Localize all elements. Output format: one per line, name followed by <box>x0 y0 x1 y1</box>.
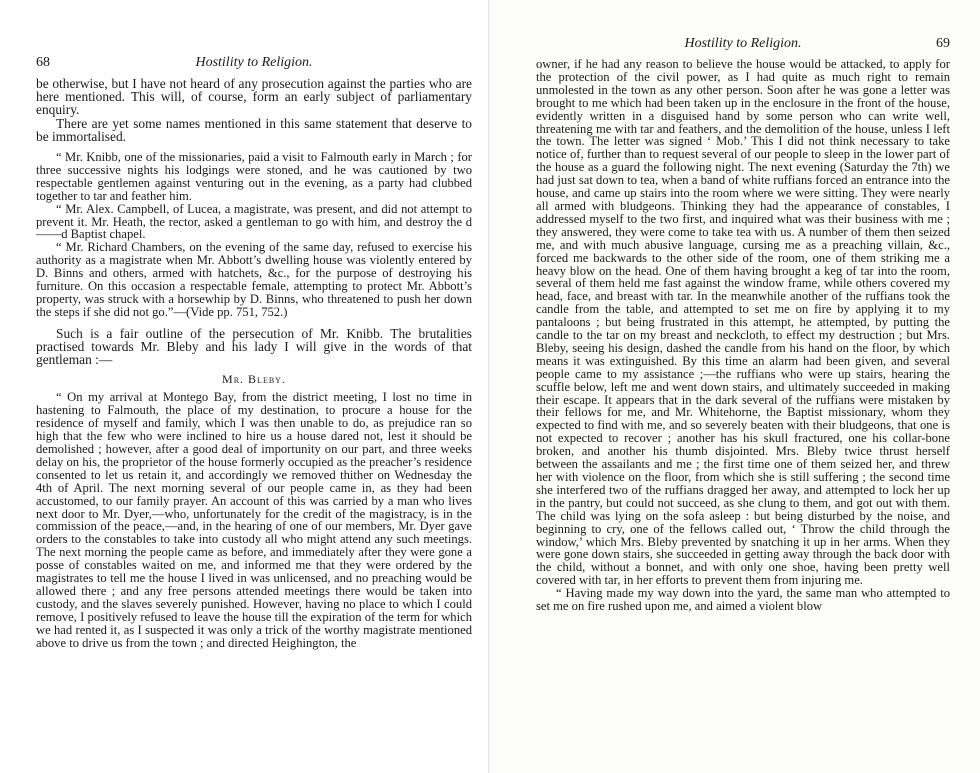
running-title: Hostility to Religion. <box>684 36 802 51</box>
right-page <box>490 0 980 773</box>
quote-paragraph: “ Having made my way down into the yard, the same man who attempted to set me on fire rushed upon me, and aimed a violent blow <box>536 586 950 614</box>
page-number: 68 <box>36 55 50 70</box>
left-page-header <box>36 55 472 77</box>
quote-paragraph: “ On my arrival at Montego Bay, from the district meeting, I lost no time in hastening to Falmouth, the place of my destination, to procure a house for the residence of myself and family, which I was then unable to do, as prejudice ran so high that the few who were inclined to hire us a house dared not, lest it should be demolished ; however, after a good deal of importunity on our part, and three weeks delay on his, the proprietor of the house formerly occupied as the preacher’s residence consented to let us retain it, and accordingly we removed thither on Wednesday the 4th of April. The next morning several of our people came in, as they had been accustomed, to our family prayer. An account of this was carried by a man who lives next door to Mr. Dyer,—who, unfortunately for the credit of the magistracy, is in the commission of the peace,—and, in the hearing of one of our members, Mr. Dyer gave orders to the constables to take into custody all who might attend any such meetings. The next morning the people came as before, and immediately after they were gone a posse of constables waited on me, and informed me that they were ordered by the magistrates to tell me the house I lived in was unlicensed, and no preaching would be allowed there ; and any free persons attended meetings there would be taken into custody, and the slaves severely punished. However, having no place to which I could remove, I positively refused to leave the house till the expiration of the term for which we had rented it, as I suspected it was only a trick of the worthy magistrate mentioned above to drive us from the town ; and directed Heighington, the <box>36 390 472 650</box>
quote-paragraph: “ Mr. Richard Chambers, on the evening of the same day, refused to exercise his authority as a magistrate when Mr. Abbott’s dwelling house was violently entered by D. Binns and others, armed with hatchets, &c., for the purpose of destroying his furniture. On this occasion a respectable female, attempting to protect Mr. Abbott’s property, was struck with a horsewhip by D. Binns, who threatened to push her down the steps if she did not go.”—(Vide pp. 751, 752.) <box>36 240 472 319</box>
quote-paragraph: owner, if he had any reason to believe the house would be attacked, to apply for the protection of the civil power, as I had quite as much right to remain unmolested in the town as any other person. Soon after he was gone a letter was brought to me which had been taken up in the enclosure in the front of the house, evidently written in a disguised hand by some person who can write well, threatening me with tar and feathers, and the demolition of the house, unless I left the town. The letter was signed ‘ Mob.’ This I did not think necessary to take notice of, further than to request several of our people to sleep in the lower part of the house as a guard the following night. The next evening (Saturday the 7th) we had just sat down to tea, when a band of white ruffians forced an entrance into the house, and came up stairs into the room where we were sitting. They were nearly all armed with bludgeons. Thinking they had the appearance of constables, I addressed myself to the two first, and inquired what was their business with me ; they answered, they were come to take tea with us. A number of them then seized me, and with much abusive language, cursing me as a preaching villain, &c., forced me backwards to the other side of the room, one of them striking me a heavy blow on the head. One of them having brought a keg of tar into the room, several of them held me fast against the window frame, while others covered my head, face, and breast with tar. In the meanwhile another of the ruffians took the candle from the table, and attempted to set me on fire by applying it to my pantaloons ; but being frustrated in this attempt, he attempted, by putting the candle to the tar on my breast and neckcloth, to effect my destruction ; but Mrs. Bleby, seeing his design, dashed the candle from his hand on the floor, by which means it was extinguished. By this time an alarm had been given, and several people came to my assistance ;—the ruffians who were up stairs, hearing the scuffle below, left me and went down stairs, and ultimately succeeded in making their escape. It appears that in the dark several of the ruffians were mistaken by their fellows for me, and Mr. Whitehorne, the Baptist missionary, whom they expected to find with me, and so severely beaten with their bludgeons, that one is not expected to recover ; another has his skull fractured, one his collar-bone broken, and another his thumb disjointed. Mrs. Bleby twice thrust herself between the assailants and me ; the first time one of them seized her, and threw her with violence on the floor, from which she is still suffering ; the second time she interfered two of the ruffians dragged her away, and attempted to lock her up in the pantry, but could not succeed, as she clung to them, and got out with them. The child was lying on the sofa asleep : but being disturbed by the noise, and beginning to cry, one of the fellows called out, ‘ Throw the child through the window,’ which Mrs. Bleby prevented by snatching it up in her arms. When they were gone down stairs, she succeeded in getting away through the back door with the child, without a bonnet, and with only one shoe, having been pretty well covered with tar, in her efforts to prevent them from injuring me. <box>536 57 950 588</box>
paragraph: Such is a fair outline of the persecution of Mr. Knibb. The brutalities practised towards Mr. Bleby and his lady I will give in the words of that gentleman :— <box>36 325 472 368</box>
quote-paragraph: “ Mr. Knibb, one of the missionaries, paid a visit to Falmouth early in March ; for three successive nights his lodgings were stoned, and he was cautioned by two respectable gentlemen against venturing out in the evening, as a party had clubbed together to tar and feather him. <box>36 150 472 203</box>
paragraph: be otherwise, but I have not heard of any prosecution against the parties who are here mentioned. This will, of course, form an early subject of parliamentary enquiry. <box>36 76 472 118</box>
right-page-header <box>536 36 950 58</box>
quote-paragraph: “ Mr. Alex. Campbell, of Lucea, a magistrate, was present, and did not attempt to prevent it. Mr. Heath, the rector, asked a gentleman to go with him, and destroy the d——d Baptist chapel. <box>36 201 472 242</box>
section-heading: Mr. Bleby. <box>222 372 286 387</box>
paragraph: There are yet some names mentioned in this same statement that deserve to be immortalised. <box>36 115 472 144</box>
page-number: 69 <box>936 36 950 51</box>
running-title: Hostility to Religion. <box>195 55 313 70</box>
